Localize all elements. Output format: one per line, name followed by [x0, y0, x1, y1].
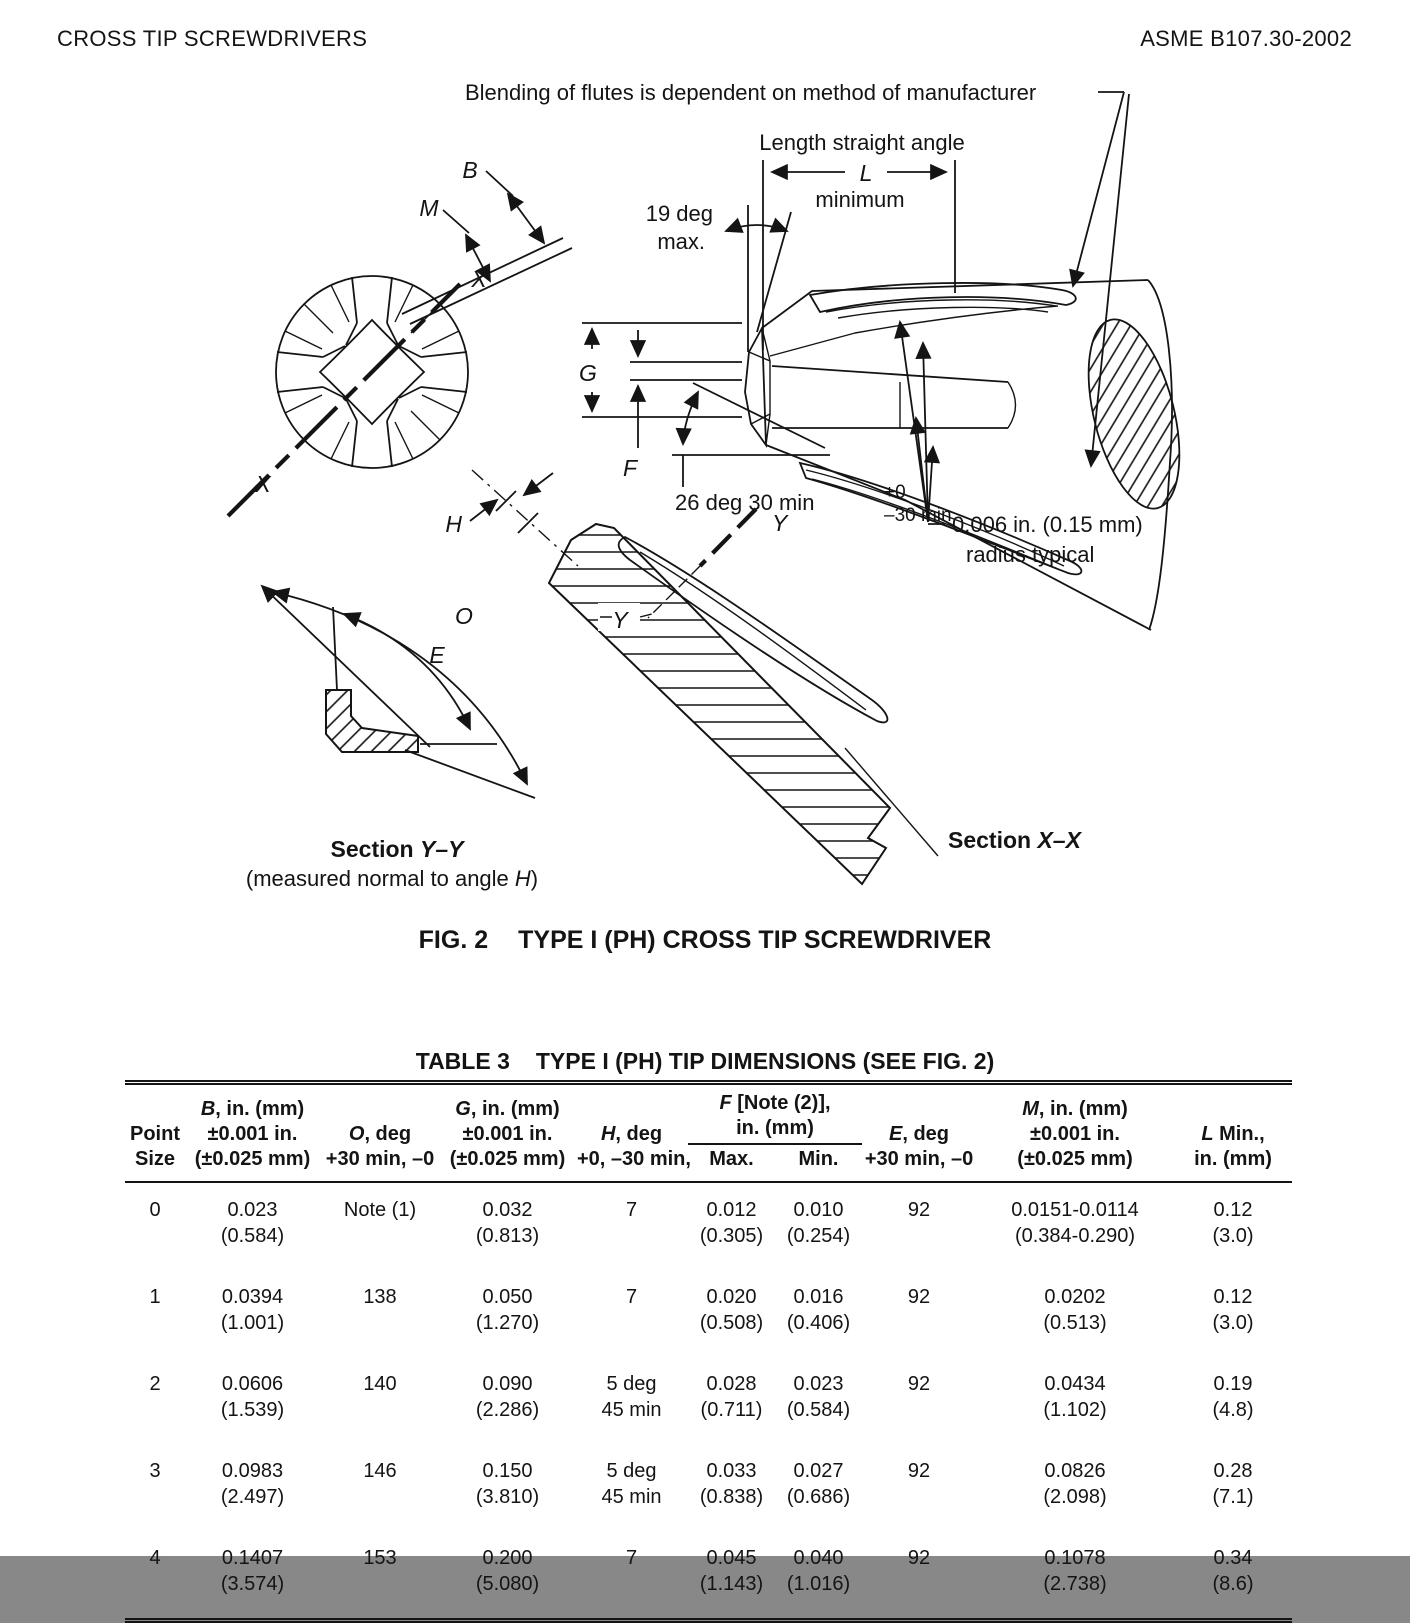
section-yy-detail — [246, 586, 538, 891]
angle-26deg-dimension — [672, 383, 952, 526]
table-cell: 92 — [907, 1199, 931, 1221]
table-cell: 0.027 (0.686) — [786, 1460, 851, 1508]
table-cell: 0.045 (1.143) — [699, 1547, 764, 1595]
table-row — [125, 1357, 1292, 1444]
table-cell: 0.0202 (0.513) — [1043, 1286, 1107, 1334]
figure-caption-number: FIG. 2 — [418, 926, 489, 954]
table-cell: 2 — [149, 1373, 161, 1395]
table-cell: 7 — [625, 1547, 638, 1569]
m-dimension-letter: M — [419, 195, 439, 221]
col-header-o: O, deg +30 min, –0 — [325, 1123, 435, 1170]
table-cell: 153 — [363, 1547, 397, 1569]
table-cell: 0.1407 (3.574) — [220, 1547, 285, 1595]
table-row — [125, 1444, 1292, 1531]
section-x-letter-bottom: X — [255, 471, 271, 497]
figure-caption — [0, 926, 1410, 955]
table-cell: 92 — [907, 1547, 931, 1569]
table-row — [125, 1182, 1292, 1270]
table-cell: 0.090 (2.286) — [475, 1373, 540, 1421]
col-header-h: H, deg +0, –30 min, — [577, 1123, 691, 1170]
col-header-f-group: F [Note (2)], in. (mm) — [688, 1083, 862, 1145]
tip-table-body — [125, 1182, 1292, 1621]
table-cell: 0.023 (0.584) — [220, 1199, 285, 1247]
table-cell: 0.040 (1.016) — [786, 1547, 851, 1595]
table-cell: 4 — [149, 1547, 161, 1569]
col-header-m: M, in. (mm) ±0.001 in. (±0.025 mm) — [1017, 1098, 1133, 1170]
l-minimum-label: minimum — [815, 187, 905, 212]
table-cell: 0.032 (0.813) — [475, 1199, 540, 1247]
table-cell: 146 — [363, 1460, 397, 1482]
table-cell: 0.020 (0.508) — [699, 1286, 764, 1334]
table-cell: 0.0434 (1.102) — [1043, 1373, 1107, 1421]
o-angle-letter: O — [455, 603, 473, 629]
length-straight-angle-label: Length straight angle — [759, 130, 965, 155]
table-cell: Note (1) — [343, 1199, 417, 1221]
table-cell: 0.0826 (2.098) — [1043, 1460, 1107, 1508]
e-angle-letter: E — [429, 642, 445, 668]
col-header-f-min: Min. — [798, 1148, 839, 1170]
angle26-tolerance-plus: +0 — [884, 482, 906, 503]
table-cell: 0.150 (3.810) — [475, 1460, 540, 1508]
col-header-e: E, deg +30 min, –0 — [864, 1123, 974, 1170]
table-row — [125, 1531, 1292, 1621]
table-cell: 0.028 (0.711) — [700, 1373, 763, 1421]
table-cell: 0.010 (0.254) — [786, 1199, 851, 1247]
col-header-g: G, in. (mm) ±0.001 in. (±0.025 mm) — [449, 1098, 566, 1170]
angle-19deg-dimension — [646, 201, 791, 352]
table-cell: 1 — [149, 1286, 161, 1308]
f-dimension-letter: F — [622, 455, 638, 481]
l-dimension-letter: L — [859, 160, 873, 186]
table-cell: 138 — [363, 1286, 397, 1308]
table-cell: 3 — [149, 1460, 161, 1482]
table-header — [125, 1083, 1292, 1183]
section-y-letter-mid: Y — [612, 607, 628, 633]
table-cell: 0.12 (3.0) — [1212, 1199, 1254, 1247]
table-cell: 0.033 (0.838) — [699, 1460, 764, 1508]
deg19-label-line2: max. — [657, 229, 705, 254]
blending-note-label: Blending of flutes is dependent on method of manufacturer — [465, 80, 1037, 105]
h-dimension-letter: H — [445, 511, 462, 537]
table-cell: 0 — [149, 1199, 161, 1221]
table-cell: 0.28 (7.1) — [1212, 1460, 1254, 1508]
table-cell: 0.012 (0.305) — [699, 1199, 764, 1247]
col-header-b: B, in. (mm) ±0.001 in. (±0.025 mm) — [194, 1098, 311, 1170]
table-cell: 0.016 (0.406) — [786, 1286, 851, 1334]
col-header-point-size: Point Size — [130, 1123, 180, 1170]
table-cell: 0.0151-0.0114 (0.384-0.290) — [1011, 1199, 1139, 1247]
figure-caption-title: TYPE I (PH) CROSS TIP SCREWDRIVER — [518, 926, 992, 954]
section-xx-caption: Section X–X — [948, 827, 1081, 853]
b-m-dimensions — [402, 157, 572, 324]
table-title — [0, 1048, 1410, 1075]
col-header-l: L Min., in. (mm) — [1194, 1123, 1272, 1170]
col-header-f-max: Max. — [709, 1148, 754, 1170]
table-cell: 0.12 (3.0) — [1212, 1286, 1254, 1334]
table-cell: 92 — [907, 1460, 931, 1482]
radius-note-line1: 0.006 in. (0.15 mm) — [952, 512, 1143, 537]
figure-2-drawing — [0, 56, 1410, 961]
running-header-right: ASME B107.30-2002 — [1140, 26, 1352, 51]
table-cell: 0.19 (4.8) — [1212, 1373, 1254, 1421]
tip-dimensions-table — [125, 1080, 1292, 1623]
section-x-letter-top: X — [471, 266, 487, 292]
deg19-label-line1: 19 deg — [645, 201, 713, 226]
table-title-number: TABLE 3 — [415, 1048, 510, 1074]
h-dimension — [445, 470, 578, 566]
table-cell: 0.34 (8.6) — [1212, 1547, 1254, 1595]
table-cell: 0.0983 (2.497) — [220, 1460, 285, 1508]
table-cell: 0.023 (0.584) — [786, 1373, 851, 1421]
section-yy-caption: Section Y–Y — [330, 836, 464, 862]
table-cell: 140 — [363, 1373, 397, 1395]
g-dimension-letter: G — [579, 360, 597, 386]
table-cell: 0.0394 (1.001) — [220, 1286, 285, 1334]
table-cell: 5 deg 45 min — [601, 1373, 662, 1421]
b-dimension-letter: B — [462, 157, 478, 183]
angle26-label: 26 deg 30 min — [675, 490, 815, 515]
angle26-tolerance-minus: –30 min — [884, 505, 952, 526]
table-cell: 0.200 (5.080) — [475, 1547, 540, 1595]
length-dimension — [759, 130, 965, 350]
running-header-left: CROSS TIP SCREWDRIVERS — [57, 26, 368, 51]
section-yy-caption-note: (measured normal to angle H) — [245, 866, 539, 891]
table-cell: 92 — [907, 1286, 931, 1308]
g-f-dimensions — [579, 323, 742, 481]
table-cell: 92 — [907, 1373, 931, 1395]
table-cell: 0.050 (1.270) — [475, 1286, 540, 1334]
end-view-drawing — [228, 266, 488, 516]
table-cell: 7 — [625, 1286, 638, 1308]
table-title-text: TYPE I (PH) TIP DIMENSIONS (SEE FIG. 2) — [535, 1048, 995, 1074]
table-cell: 0.0606 (1.539) — [220, 1373, 285, 1421]
section-y-letter-top: Y — [772, 510, 788, 536]
table-row — [125, 1270, 1292, 1357]
table-cell: 7 — [625, 1199, 638, 1221]
table-cell: 5 deg 45 min — [601, 1460, 662, 1508]
table-cell: 0.1078 (2.738) — [1043, 1547, 1107, 1595]
radius-note-line2: radius typical — [966, 542, 1095, 567]
